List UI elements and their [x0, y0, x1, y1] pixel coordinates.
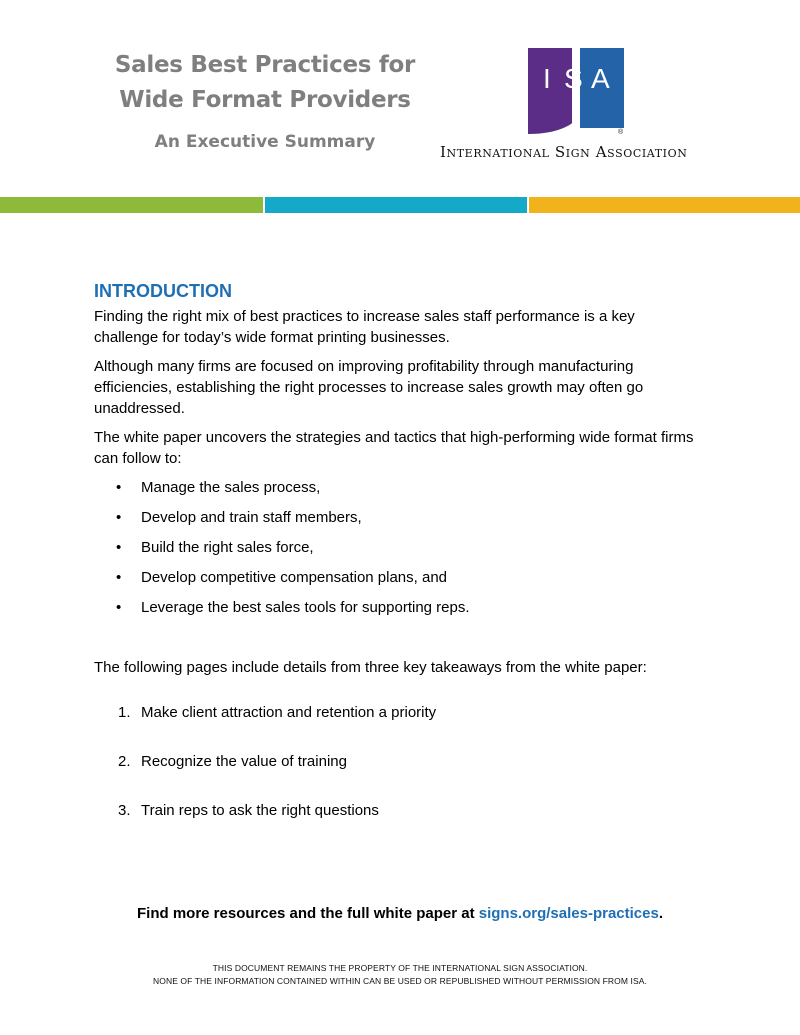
list-item: • Manage the sales process,: [116, 479, 321, 496]
color-bar-orange: [529, 197, 800, 213]
resources-text: Find more resources and the full white paper at: [137, 905, 479, 922]
list-item: • Build the right sales force,: [116, 539, 314, 556]
strategy-list: [94, 477, 694, 627]
list-item: • Develop and train staff members,: [116, 509, 362, 526]
logo-org-name: International Sign Association: [440, 143, 688, 161]
logo-registered: ®: [618, 129, 624, 134]
bullet: •: [116, 479, 122, 496]
list-item: • Leverage the best sales tools for supporting reps.: [116, 599, 470, 616]
intro-paragraph-1: Finding the right mix of best practices to increase sales staff performance is a key challenge for today’s wide format printing businesses.: [94, 308, 635, 346]
bullet: •: [116, 539, 122, 556]
bullet: •: [116, 569, 122, 586]
list-item: 3. Train reps to ask the right questions: [118, 802, 379, 819]
intro-paragraph-4: The following pages include details from three key takeaways from the white paper:: [94, 659, 647, 676]
section-heading: INTRODUCTION: [94, 281, 232, 301]
logo-letter-i: I: [543, 63, 551, 94]
intro-section: [94, 306, 694, 849]
intro-paragraph-2: Although many firms are focused on improving profitability through manufacturing efficiencies, establishing the right processes to increase sales growth may often go unaddressed.: [94, 358, 644, 417]
list-item: 1. Make client attraction and retention a priority: [118, 704, 437, 721]
footer-line-2: NONE OF THE INFORMATION CONTAINED WITHIN CAN BE USED OR REPUBLISHED WITHOUT PERMISSION FROM ISA.: [153, 976, 647, 986]
resources-line: Find more resources and the full white paper at signs.org/sales-practices.: [137, 905, 663, 922]
subtitle: An Executive Summary: [154, 132, 376, 152]
document-title: [95, 48, 435, 152]
bullet: •: [116, 599, 122, 616]
list-item: • Develop competitive compensation plans, and: [116, 569, 448, 586]
title-line-1: Sales Best Practices for: [114, 52, 416, 78]
resources-link[interactable]: signs.org/sales-practices: [478, 905, 659, 922]
list-item: 2. Recognize the value of training: [118, 753, 347, 770]
title-line-2: Wide Format Providers: [119, 87, 411, 113]
takeaways-list: [94, 702, 694, 849]
bullet: •: [116, 509, 122, 526]
logo-letter-a: A: [591, 63, 610, 94]
isa-logo: [528, 48, 624, 134]
intro-paragraph-3: The white paper uncovers the strategies and tactics that high-performing wide format firms can follow to:: [94, 429, 694, 467]
legal-footer: [0, 962, 800, 988]
color-bar-teal: [265, 197, 527, 213]
logo-letter-s: S: [564, 63, 583, 94]
footer-line-1: THIS DOCUMENT REMAINS THE PROPERTY OF THE INTERNATIONAL SIGN ASSOCIATION.: [212, 963, 588, 973]
color-bar-green: [0, 197, 263, 213]
